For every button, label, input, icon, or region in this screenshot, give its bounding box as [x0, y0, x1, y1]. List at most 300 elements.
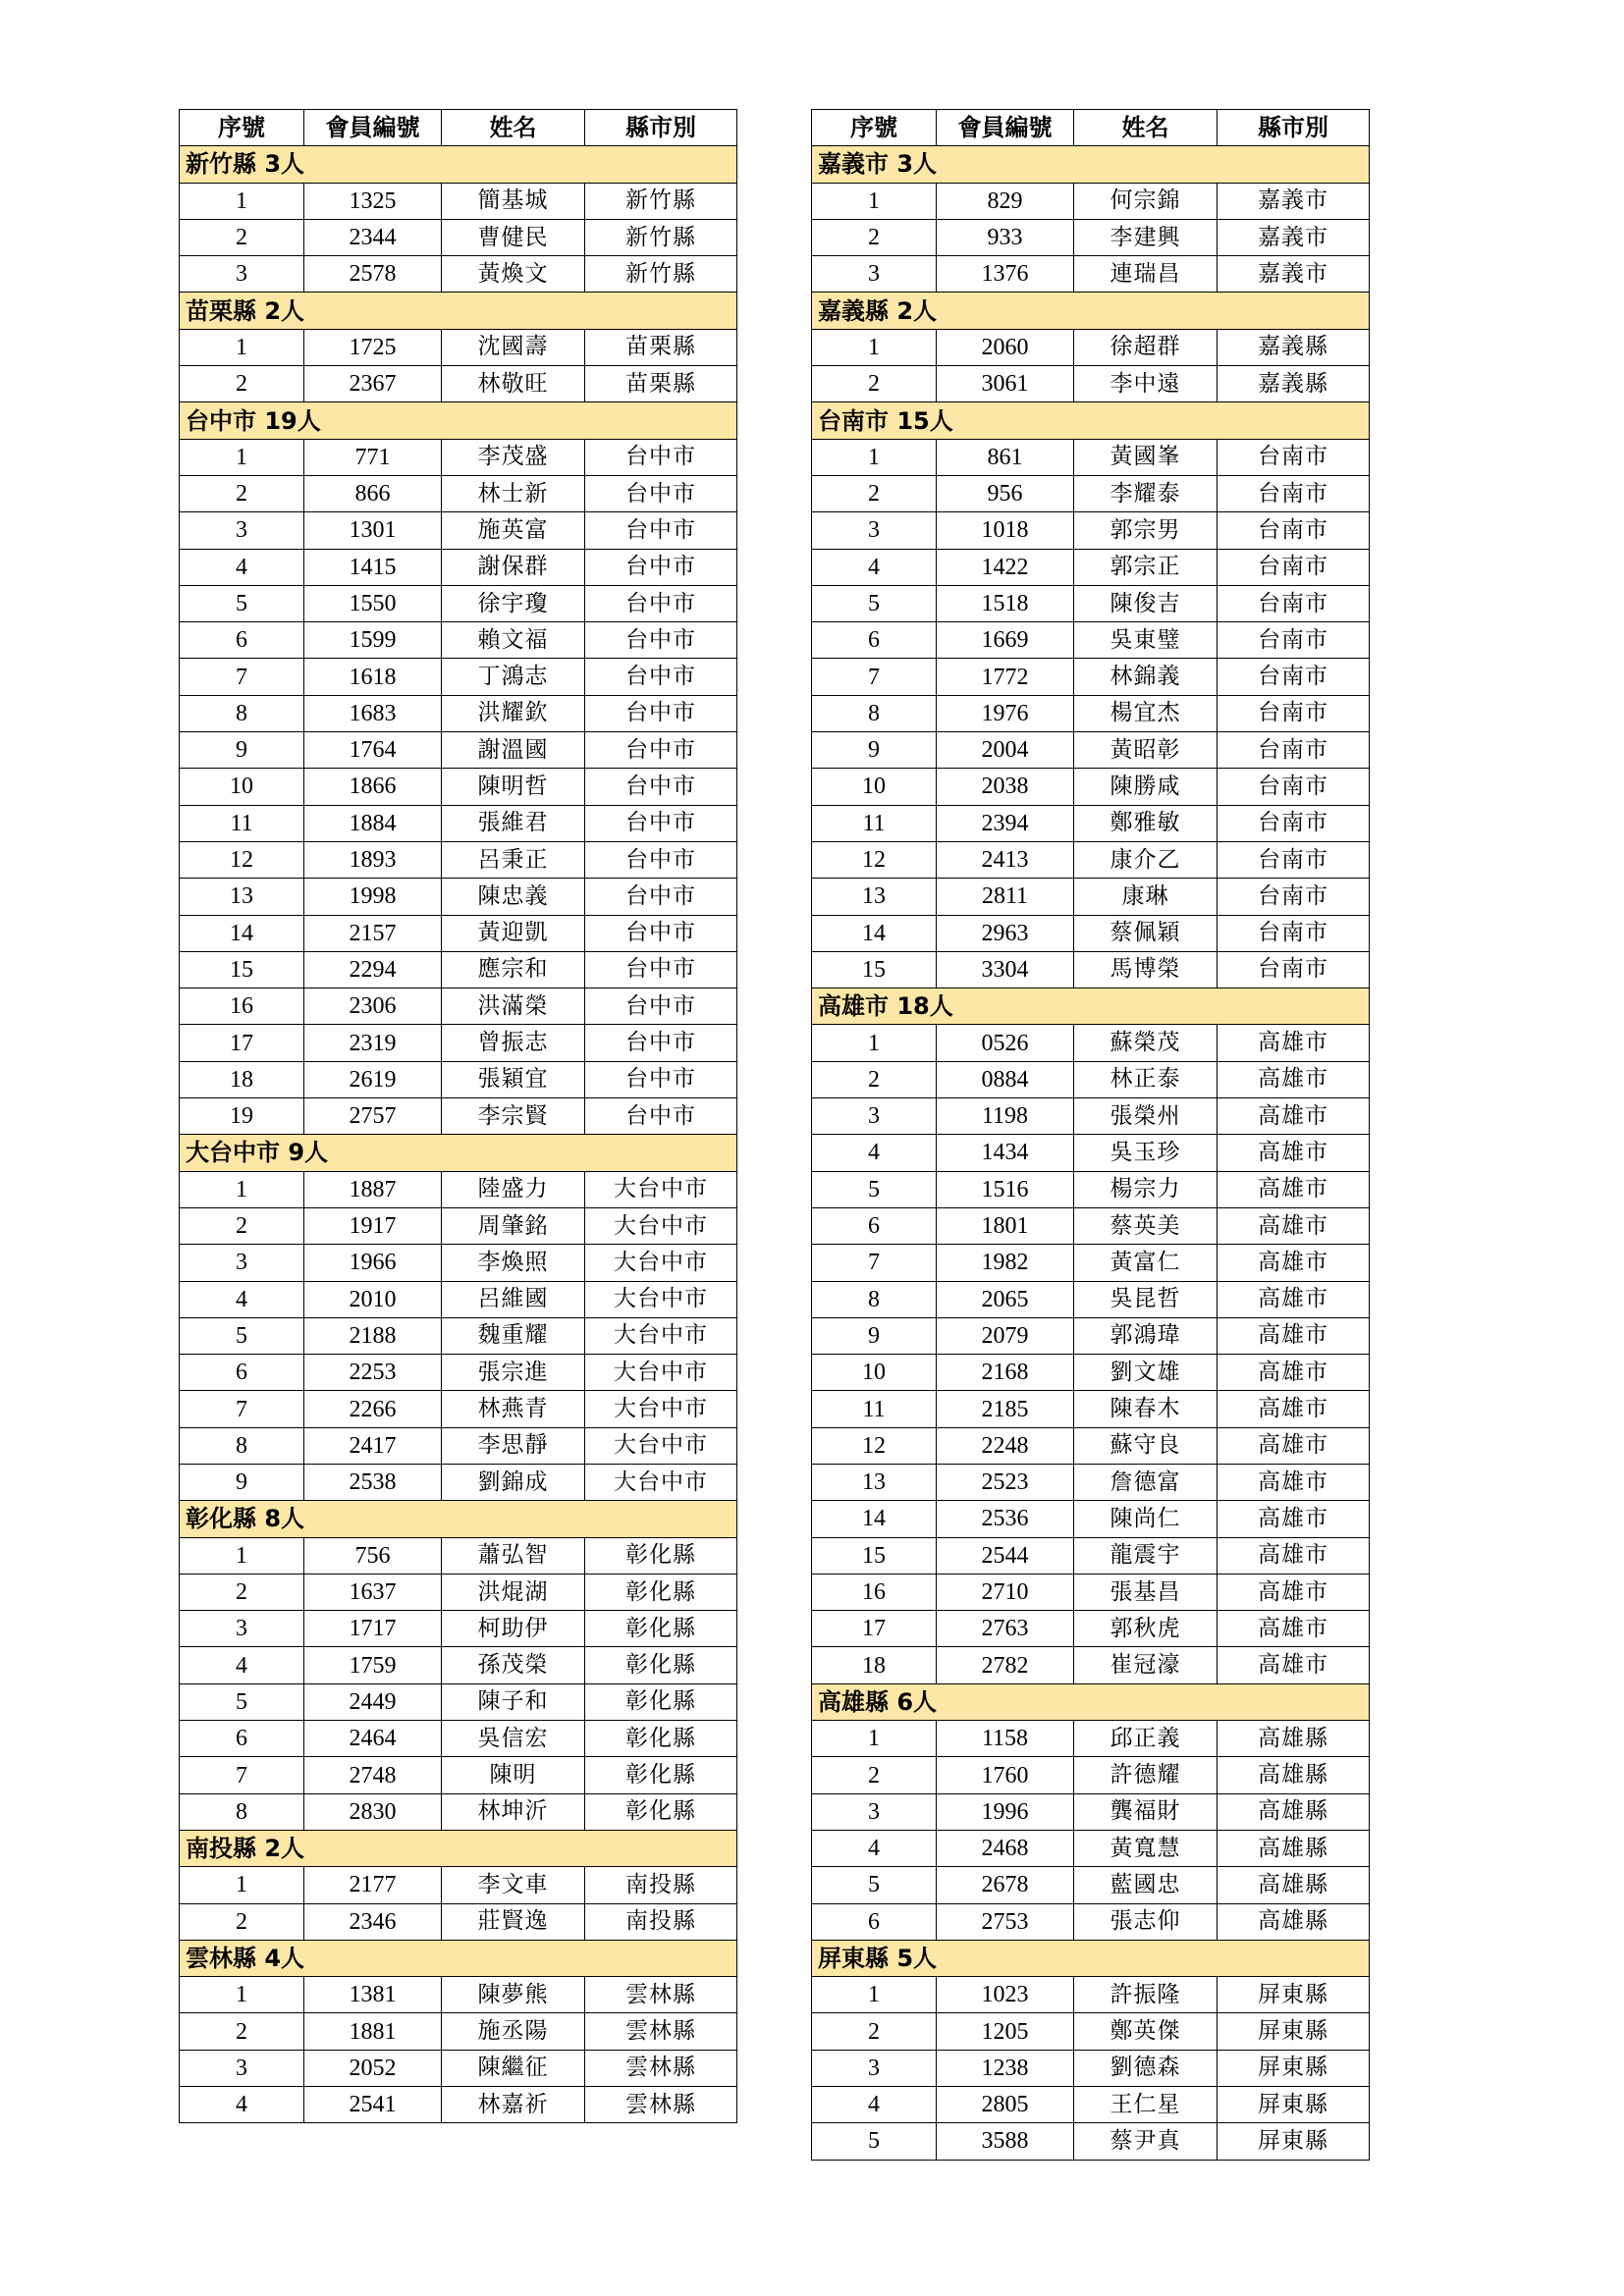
header-city: 縣市別 — [585, 110, 737, 146]
table-row — [180, 622, 737, 659]
city-cell: 台南市 — [1218, 841, 1370, 878]
member-id-cell: 2464 — [304, 1721, 442, 1757]
seq-cell: 1 — [812, 1977, 937, 2013]
table-row — [180, 1427, 737, 1464]
name-cell: 施丞陽 — [442, 2013, 585, 2050]
city-cell: 苗栗縣 — [585, 329, 737, 365]
seq-cell: 8 — [812, 695, 937, 731]
seq-cell: 14 — [180, 915, 304, 951]
seq-cell: 2 — [812, 1757, 937, 1793]
name-cell: 謝溫國 — [442, 732, 585, 769]
table-row — [180, 1355, 737, 1391]
city-cell: 彰化縣 — [585, 1757, 737, 1793]
name-cell: 陳俊吉 — [1074, 585, 1218, 621]
seq-cell: 10 — [812, 769, 937, 805]
member-id-cell: 2346 — [304, 1903, 442, 1940]
name-cell: 康琳 — [1074, 879, 1218, 915]
seq-cell: 12 — [812, 1427, 937, 1464]
seq-cell: 1 — [180, 439, 304, 475]
city-cell: 高雄市 — [1218, 1501, 1370, 1537]
name-cell: 蔡英美 — [1074, 1207, 1218, 1244]
member-id-cell: 2523 — [937, 1464, 1074, 1500]
table-row — [180, 1574, 737, 1610]
member-id-cell: 2266 — [304, 1391, 442, 1427]
member-id-cell: 1998 — [304, 879, 442, 915]
seq-cell: 5 — [180, 1317, 304, 1354]
table-row — [812, 622, 1370, 659]
name-cell: 李建興 — [1074, 219, 1218, 255]
name-cell: 張穎宜 — [442, 1061, 585, 1097]
table-row — [180, 585, 737, 621]
city-cell: 高雄市 — [1218, 1611, 1370, 1647]
region-title: 雲林縣 4人 — [180, 1940, 737, 1976]
member-id-cell: 2619 — [304, 1061, 442, 1097]
name-cell: 何宗錦 — [1074, 183, 1218, 219]
table-row — [812, 1317, 1370, 1354]
header-seq: 序號 — [812, 110, 937, 146]
table-row — [180, 659, 737, 695]
name-cell: 簡基城 — [442, 183, 585, 219]
table-row — [812, 659, 1370, 695]
table-row — [180, 2087, 737, 2123]
table-row — [812, 2013, 1370, 2050]
region-group-header — [180, 402, 737, 439]
table-row — [180, 256, 737, 293]
region-group-header — [812, 1683, 1370, 1720]
name-cell: 黃寬慧 — [1074, 1830, 1218, 1866]
table-row — [812, 1355, 1370, 1391]
region-title: 台中市 19人 — [180, 402, 737, 439]
table-row — [812, 1757, 1370, 1793]
region-title: 高雄市 18人 — [812, 988, 1370, 1025]
name-cell: 崔冠濠 — [1074, 1647, 1218, 1683]
name-cell: 陳明 — [442, 1757, 585, 1793]
table-row — [812, 695, 1370, 731]
name-cell: 林嘉祈 — [442, 2087, 585, 2123]
name-cell: 陳春木 — [1074, 1391, 1218, 1427]
table-row — [812, 256, 1370, 293]
name-cell: 林士新 — [442, 475, 585, 511]
seq-cell: 8 — [180, 695, 304, 731]
seq-cell: 11 — [812, 805, 937, 841]
city-cell: 台南市 — [1218, 659, 1370, 695]
city-cell: 台中市 — [585, 659, 737, 695]
region-group-header — [812, 146, 1370, 183]
region-title: 屏東縣 5人 — [812, 1940, 1370, 1976]
name-cell: 陳明哲 — [442, 769, 585, 805]
seq-cell: 17 — [812, 1611, 937, 1647]
table-row — [812, 183, 1370, 219]
name-cell: 賴文福 — [442, 622, 585, 659]
table-row — [180, 512, 737, 549]
seq-cell: 2 — [180, 1574, 304, 1610]
name-cell: 徐宇瓊 — [442, 585, 585, 621]
seq-cell: 2 — [812, 475, 937, 511]
city-cell: 大台中市 — [585, 1207, 737, 1244]
name-cell: 丁鴻志 — [442, 659, 585, 695]
seq-cell: 14 — [812, 1501, 937, 1537]
seq-cell: 3 — [180, 512, 304, 549]
table-row — [180, 329, 737, 365]
seq-cell: 11 — [812, 1391, 937, 1427]
table-row — [180, 1683, 737, 1720]
table-row — [180, 805, 737, 841]
name-cell: 孫茂榮 — [442, 1647, 585, 1683]
city-cell: 高雄市 — [1218, 1427, 1370, 1464]
member-id-cell: 1205 — [937, 2013, 1074, 2050]
seq-cell: 1 — [812, 183, 937, 219]
city-cell: 台中市 — [585, 549, 737, 585]
member-id-cell: 2168 — [937, 1355, 1074, 1391]
city-cell: 嘉義市 — [1218, 256, 1370, 293]
city-cell: 嘉義縣 — [1218, 329, 1370, 365]
member-id-cell: 2811 — [937, 879, 1074, 915]
table-row — [812, 951, 1370, 988]
table-row — [812, 219, 1370, 255]
region-title: 台南市 15人 — [812, 402, 1370, 439]
name-cell: 王仁星 — [1074, 2087, 1218, 2123]
name-cell: 李思靜 — [442, 1427, 585, 1464]
name-cell: 張維君 — [442, 805, 585, 841]
seq-cell: 9 — [812, 1317, 937, 1354]
table-row — [180, 1793, 737, 1830]
seq-cell: 5 — [812, 1867, 937, 1903]
member-id-cell: 1669 — [937, 622, 1074, 659]
city-cell: 高雄縣 — [1218, 1867, 1370, 1903]
member-id-cell: 1966 — [304, 1245, 442, 1281]
member-id-cell: 2763 — [937, 1611, 1074, 1647]
member-id-cell: 866 — [304, 475, 442, 511]
member-id-cell: 2060 — [937, 329, 1074, 365]
name-cell: 張宗進 — [442, 1355, 585, 1391]
seq-cell: 1 — [180, 1171, 304, 1207]
seq-cell: 7 — [812, 659, 937, 695]
name-cell: 施英富 — [442, 512, 585, 549]
city-cell: 台南市 — [1218, 805, 1370, 841]
member-id-cell: 2079 — [937, 1317, 1074, 1354]
city-cell: 高雄市 — [1218, 1537, 1370, 1574]
name-cell: 洪耀欽 — [442, 695, 585, 731]
name-cell: 陳夢熊 — [442, 1977, 585, 2013]
member-id-cell: 1893 — [304, 841, 442, 878]
seq-cell: 3 — [812, 512, 937, 549]
city-cell: 嘉義縣 — [1218, 366, 1370, 402]
member-id-cell: 2185 — [937, 1391, 1074, 1427]
table-row — [812, 1391, 1370, 1427]
city-cell: 雲林縣 — [585, 2050, 737, 2086]
table-row — [812, 1721, 1370, 1757]
seq-cell: 2 — [180, 2013, 304, 2050]
table-row — [180, 988, 737, 1025]
table-row — [180, 549, 737, 585]
member-id-cell: 2344 — [304, 219, 442, 255]
seq-cell: 3 — [180, 1245, 304, 1281]
member-id-cell: 2541 — [304, 2087, 442, 2123]
name-cell: 林錦義 — [1074, 659, 1218, 695]
city-cell: 屏東縣 — [1218, 1977, 1370, 2013]
seq-cell: 8 — [180, 1793, 304, 1830]
table-row — [180, 219, 737, 255]
member-id-cell: 933 — [937, 219, 1074, 255]
member-id-cell: 1683 — [304, 695, 442, 731]
name-cell: 鄭雅敏 — [1074, 805, 1218, 841]
seq-cell: 3 — [812, 1793, 937, 1830]
member-id-cell: 1759 — [304, 1647, 442, 1683]
region-title: 彰化縣 8人 — [180, 1501, 737, 1537]
member-id-cell: 1023 — [937, 1977, 1074, 2013]
name-cell: 李茂盛 — [442, 439, 585, 475]
header-name: 姓名 — [1074, 110, 1218, 146]
seq-cell: 4 — [812, 2087, 937, 2123]
name-cell: 黃國峯 — [1074, 439, 1218, 475]
city-cell: 彰化縣 — [585, 1574, 737, 1610]
city-cell: 高雄市 — [1218, 1647, 1370, 1683]
name-cell: 魏重耀 — [442, 1317, 585, 1354]
city-cell: 高雄市 — [1218, 1281, 1370, 1317]
city-cell: 高雄市 — [1218, 1317, 1370, 1354]
seq-cell: 1 — [180, 1867, 304, 1903]
name-cell: 蔡佩穎 — [1074, 915, 1218, 951]
city-cell: 台中市 — [585, 695, 737, 731]
table-row — [812, 805, 1370, 841]
member-id-cell: 2294 — [304, 951, 442, 988]
member-id-cell: 2394 — [937, 805, 1074, 841]
member-id-cell: 2782 — [937, 1647, 1074, 1683]
region-group-header — [180, 1135, 737, 1171]
city-cell: 大台中市 — [585, 1317, 737, 1354]
city-cell: 台中市 — [585, 1025, 737, 1061]
city-cell: 台中市 — [585, 915, 737, 951]
name-cell: 楊宗力 — [1074, 1171, 1218, 1207]
name-cell: 吳東璧 — [1074, 622, 1218, 659]
city-cell: 大台中市 — [585, 1391, 737, 1427]
table-row — [180, 1171, 737, 1207]
member-id-cell: 3304 — [937, 951, 1074, 988]
member-id-cell: 1599 — [304, 622, 442, 659]
table-row — [812, 1098, 1370, 1135]
seq-cell: 3 — [812, 1098, 937, 1135]
name-cell: 吳昆哲 — [1074, 1281, 1218, 1317]
table-row — [180, 1245, 737, 1281]
seq-cell: 6 — [180, 1355, 304, 1391]
city-cell: 雲林縣 — [585, 1977, 737, 2013]
seq-cell: 7 — [812, 1245, 937, 1281]
seq-cell: 4 — [180, 1647, 304, 1683]
member-id-cell: 1996 — [937, 1793, 1074, 1830]
member-id-cell: 0526 — [937, 1025, 1074, 1061]
seq-cell: 8 — [812, 1281, 937, 1317]
name-cell: 李文車 — [442, 1867, 585, 1903]
table-row — [180, 1317, 737, 1354]
name-cell: 李宗賢 — [442, 1098, 585, 1135]
city-cell: 南投縣 — [585, 1867, 737, 1903]
seq-cell: 2 — [180, 219, 304, 255]
city-cell: 雲林縣 — [585, 2087, 737, 2123]
name-cell: 康介乙 — [1074, 841, 1218, 878]
name-cell: 呂秉正 — [442, 841, 585, 878]
name-cell: 莊賢逸 — [442, 1903, 585, 1940]
member-id-cell: 1434 — [937, 1135, 1074, 1171]
table-row — [812, 366, 1370, 402]
seq-cell: 12 — [180, 841, 304, 878]
seq-cell: 7 — [180, 659, 304, 695]
table-row — [180, 769, 737, 805]
region-group-header — [180, 146, 737, 183]
header-member-id: 會員編號 — [937, 110, 1074, 146]
city-cell: 嘉義市 — [1218, 219, 1370, 255]
member-id-cell: 2468 — [937, 1830, 1074, 1866]
seq-cell: 2 — [812, 366, 937, 402]
member-id-cell: 2188 — [304, 1317, 442, 1354]
city-cell: 台中市 — [585, 805, 737, 841]
seq-cell: 14 — [812, 915, 937, 951]
seq-cell: 2 — [180, 1207, 304, 1244]
member-id-cell: 1725 — [304, 329, 442, 365]
city-cell: 台南市 — [1218, 915, 1370, 951]
seq-cell: 6 — [180, 622, 304, 659]
table-row — [812, 475, 1370, 511]
city-cell: 大台中市 — [585, 1464, 737, 1500]
seq-cell: 10 — [180, 769, 304, 805]
name-cell: 邱正義 — [1074, 1721, 1218, 1757]
member-id-cell: 2710 — [937, 1574, 1074, 1610]
name-cell: 郭宗男 — [1074, 512, 1218, 549]
city-cell: 台南市 — [1218, 769, 1370, 805]
table-row — [180, 1464, 737, 1500]
name-cell: 陳尚仁 — [1074, 1501, 1218, 1537]
name-cell: 李中遠 — [1074, 366, 1218, 402]
member-id-cell: 1881 — [304, 2013, 442, 2050]
member-id-cell: 1618 — [304, 659, 442, 695]
seq-cell: 4 — [180, 2087, 304, 2123]
city-cell: 台中市 — [585, 879, 737, 915]
city-cell: 高雄市 — [1218, 1207, 1370, 1244]
city-cell: 台南市 — [1218, 475, 1370, 511]
member-id-cell: 0884 — [937, 1061, 1074, 1097]
name-cell: 林燕青 — [442, 1391, 585, 1427]
seq-cell: 5 — [812, 1171, 937, 1207]
table-row — [180, 1757, 737, 1793]
seq-cell: 3 — [812, 256, 937, 293]
name-cell: 郭秋虎 — [1074, 1611, 1218, 1647]
member-id-cell: 1376 — [937, 256, 1074, 293]
seq-cell: 3 — [180, 1611, 304, 1647]
right-table-body — [812, 146, 1370, 2160]
member-id-cell: 2417 — [304, 1427, 442, 1464]
city-cell: 新竹縣 — [585, 183, 737, 219]
seq-cell: 7 — [180, 1391, 304, 1427]
name-cell: 黃迎凱 — [442, 915, 585, 951]
name-cell: 蘇守良 — [1074, 1427, 1218, 1464]
city-cell: 高雄縣 — [1218, 1830, 1370, 1866]
name-cell: 洪焜湖 — [442, 1574, 585, 1610]
seq-cell: 9 — [812, 732, 937, 769]
city-cell: 台中市 — [585, 439, 737, 475]
name-cell: 徐超群 — [1074, 329, 1218, 365]
member-id-cell: 1158 — [937, 1721, 1074, 1757]
city-cell: 高雄市 — [1218, 1025, 1370, 1061]
seq-cell: 17 — [180, 1025, 304, 1061]
table-row — [180, 1977, 737, 2013]
header-row — [180, 110, 737, 146]
member-id-cell: 2963 — [937, 915, 1074, 951]
seq-cell: 1 — [812, 329, 937, 365]
member-id-cell: 1884 — [304, 805, 442, 841]
city-cell: 台南市 — [1218, 549, 1370, 585]
table-row — [180, 841, 737, 878]
city-cell: 台中市 — [585, 1061, 737, 1097]
seq-cell: 8 — [180, 1427, 304, 1464]
seq-cell: 18 — [812, 1647, 937, 1683]
right-member-table — [811, 109, 1370, 2161]
city-cell: 台南市 — [1218, 732, 1370, 769]
city-cell: 台中市 — [585, 585, 737, 621]
seq-cell: 1 — [812, 1721, 937, 1757]
city-cell: 大台中市 — [585, 1427, 737, 1464]
seq-cell: 5 — [180, 1683, 304, 1720]
seq-cell: 4 — [180, 549, 304, 585]
member-id-cell: 861 — [937, 439, 1074, 475]
region-group-header — [812, 293, 1370, 329]
table-row — [812, 1207, 1370, 1244]
seq-cell: 2 — [180, 475, 304, 511]
table-row — [812, 1903, 1370, 1940]
seq-cell: 15 — [180, 951, 304, 988]
member-id-cell: 1772 — [937, 659, 1074, 695]
member-id-cell: 2578 — [304, 256, 442, 293]
table-row — [812, 1830, 1370, 1866]
city-cell: 台南市 — [1218, 512, 1370, 549]
member-id-cell: 2157 — [304, 915, 442, 951]
city-cell: 台中市 — [585, 732, 737, 769]
city-cell: 台中市 — [585, 475, 737, 511]
city-cell: 台中市 — [585, 1098, 737, 1135]
seq-cell: 6 — [812, 1207, 937, 1244]
city-cell: 高雄市 — [1218, 1464, 1370, 1500]
table-row — [812, 1135, 1370, 1171]
city-cell: 台中市 — [585, 622, 737, 659]
seq-cell: 3 — [812, 2050, 937, 2086]
seq-cell: 13 — [812, 1464, 937, 1500]
table-row — [812, 1061, 1370, 1097]
table-row — [812, 2050, 1370, 2086]
city-cell: 屏東縣 — [1218, 2013, 1370, 2050]
region-group-header — [180, 1830, 737, 1866]
member-id-cell: 2449 — [304, 1683, 442, 1720]
city-cell: 高雄縣 — [1218, 1721, 1370, 1757]
table-row — [812, 1245, 1370, 1281]
seq-cell: 2 — [812, 2013, 937, 2050]
member-id-cell: 1887 — [304, 1171, 442, 1207]
member-id-cell: 2038 — [937, 769, 1074, 805]
name-cell: 連瑞昌 — [1074, 256, 1218, 293]
seq-cell: 15 — [812, 951, 937, 988]
header-name: 姓名 — [442, 110, 585, 146]
region-group-header — [180, 1501, 737, 1537]
left-member-table — [179, 109, 737, 2123]
name-cell: 蔡尹真 — [1074, 2123, 1218, 2160]
name-cell: 劉文雄 — [1074, 1355, 1218, 1391]
name-cell: 林敬旺 — [442, 366, 585, 402]
member-id-cell: 2253 — [304, 1355, 442, 1391]
name-cell: 洪滿榮 — [442, 988, 585, 1025]
region-title: 新竹縣 3人 — [180, 146, 737, 183]
city-cell: 台南市 — [1218, 622, 1370, 659]
seq-cell: 9 — [180, 1464, 304, 1500]
seq-cell: 6 — [812, 622, 937, 659]
member-id-cell: 756 — [304, 1537, 442, 1574]
member-id-cell: 2248 — [937, 1427, 1074, 1464]
